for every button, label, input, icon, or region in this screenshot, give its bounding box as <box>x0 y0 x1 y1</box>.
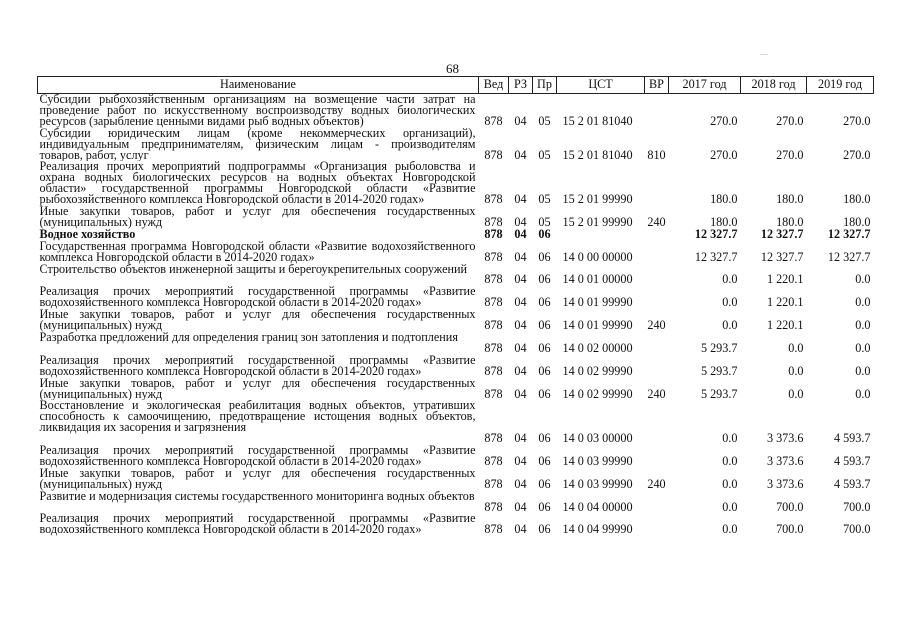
row-2017: 180.0 <box>710 214 738 229</box>
row-2019: 0.0 <box>855 363 871 378</box>
row-vr <box>645 400 669 445</box>
row-name: Строительство объектов инженерной защиты и берегоукрепительных сооружений <box>39 263 468 276</box>
row-name: Иные закупки товаров, работ и услуг для обеспечения государственных (муниципальных) нужд <box>39 206 476 229</box>
header-name: Наименование <box>38 77 479 94</box>
row-vr <box>645 491 669 514</box>
row-rz: 04 <box>514 476 527 491</box>
table-row <box>38 241 874 264</box>
row-pr: 05 <box>538 147 551 162</box>
row-2018: 3 373.6 <box>766 453 804 468</box>
row-rz: 04 <box>514 147 527 162</box>
row-pr: 06 <box>538 340 551 355</box>
header-2019: 2019 год <box>807 77 874 94</box>
row-2018: 1 220.1 <box>766 295 804 310</box>
row-vr <box>645 241 669 264</box>
row-name: Реализация прочих мероприятий государственной программы «Развитие водохозяйственного комплекса Новгородской области в 2014-2020 годах» <box>39 286 476 310</box>
row-2019: 270.0 <box>843 113 871 128</box>
row-cst: 14 0 03 00000 <box>562 431 633 446</box>
row-vr <box>645 513 669 536</box>
row-2019: 12 327.7 <box>827 249 871 264</box>
row-pr: 06 <box>538 431 551 446</box>
table-row <box>38 161 874 206</box>
row-rz: 04 <box>514 499 527 514</box>
row-cst: 14 0 01 99990 <box>562 318 633 333</box>
row-pr: 05 <box>538 113 551 128</box>
row-name: Восстановление и экологическая реабилитация водных объектов, утративших способность к самоочищению, предотвращение истощения водных объектов, ликвидация их засорения и загрязнения <box>39 400 476 435</box>
row-pr: 06 <box>538 318 551 333</box>
row-vr: 810 <box>647 147 666 162</box>
row-2018: 12 327.7 <box>760 249 804 264</box>
row-ved: 878 <box>484 363 503 378</box>
row-2019: 700.0 <box>843 499 871 514</box>
row-pr: 06 <box>538 476 551 491</box>
row-2019: 180.0 <box>843 214 871 229</box>
row-2017: 180.0 <box>710 192 738 207</box>
row-rz: 04 <box>514 295 527 310</box>
row-2017: 0.0 <box>722 295 738 310</box>
row-2018: 270.0 <box>776 147 804 162</box>
row-rz: 04 <box>514 228 527 241</box>
row-pr: 06 <box>538 386 551 401</box>
row-rz: 04 <box>514 214 527 229</box>
row-2017: 270.0 <box>710 147 738 162</box>
row-cst: 14 0 03 99990 <box>562 453 633 468</box>
row-ved: 878 <box>484 214 503 229</box>
row-vr: 240 <box>647 214 666 229</box>
row-2018: 3 373.6 <box>766 431 804 446</box>
row-2017: 0.0 <box>722 476 738 491</box>
row-vr <box>645 94 669 128</box>
row-cst: 14 0 04 00000 <box>562 499 633 514</box>
header-rz: РЗ <box>509 77 533 94</box>
row-2017: 270.0 <box>710 113 738 128</box>
table-row <box>38 309 874 332</box>
row-vr: 240 <box>647 318 666 333</box>
row-2018: 180.0 <box>776 214 804 229</box>
row-2019: 0.0 <box>855 386 871 401</box>
row-ved: 878 <box>484 522 503 537</box>
row-2017: 0.0 <box>722 499 738 514</box>
row-ved: 878 <box>484 499 503 514</box>
row-ved: 878 <box>484 476 503 491</box>
row-rz: 04 <box>514 340 527 355</box>
row-2018: 0.0 <box>788 386 804 401</box>
table-row <box>38 94 874 128</box>
row-name: Реализация прочих мероприятий государственной программы «Развитие водохозяйственного комплекса Новгородской области в 2014-2020 годах» <box>39 513 476 537</box>
row-2017: 0.0 <box>722 318 738 333</box>
row-cst: 14 0 02 99990 <box>562 386 633 401</box>
table-row <box>38 332 874 355</box>
row-2017: 5 293.7 <box>700 363 738 378</box>
row-rz: 04 <box>514 453 527 468</box>
header-row <box>38 77 874 94</box>
row-rz: 04 <box>514 192 527 207</box>
row-2019: 0.0 <box>855 340 871 355</box>
row-2018: 0.0 <box>788 363 804 378</box>
row-2019: 4 593.7 <box>833 453 871 468</box>
row-name: Иные закупки товаров, работ и услуг для обеспечения государственных (муниципальных) нужд <box>39 467 476 491</box>
row-name: Водное хозяйство <box>39 228 136 241</box>
row-cst: 15 2 01 81040 <box>562 147 633 162</box>
row-2018: 12 327.7 <box>760 228 804 241</box>
row-rz: 04 <box>514 249 527 264</box>
row-2018: 700.0 <box>776 499 804 514</box>
row-2019: 0.0 <box>855 318 871 333</box>
row-2018: 1 220.1 <box>766 318 804 333</box>
corner-mark: — <box>760 49 768 58</box>
row-cst: 14 0 03 99990 <box>562 476 633 491</box>
row-vr <box>645 264 669 287</box>
row-2018: 700.0 <box>776 522 804 537</box>
row-pr: 06 <box>538 249 551 264</box>
table-row <box>38 378 874 401</box>
table-row <box>38 491 874 514</box>
table-row <box>38 264 874 287</box>
row-ved: 878 <box>484 113 503 128</box>
budget-table <box>37 76 874 536</box>
row-rz: 04 <box>514 113 527 128</box>
row-2019: 0.0 <box>855 295 871 310</box>
row-pr: 06 <box>538 295 551 310</box>
row-rz: 04 <box>514 363 527 378</box>
row-rz: 04 <box>514 522 527 537</box>
header-pr: Пр <box>533 77 557 94</box>
row-2017: 5 293.7 <box>700 386 738 401</box>
row-cst: 14 0 00 00000 <box>562 249 633 264</box>
row-ved: 878 <box>484 249 503 264</box>
row-2019: 700.0 <box>843 522 871 537</box>
page-number: 68 <box>446 61 459 76</box>
row-2017: 12 327.7 <box>694 228 738 241</box>
table-row <box>38 468 874 491</box>
row-2018: 0.0 <box>788 340 804 355</box>
row-cst: 15 2 01 99990 <box>562 214 633 229</box>
row-pr: 06 <box>538 453 551 468</box>
row-ved: 878 <box>484 431 503 446</box>
table-row <box>38 128 874 162</box>
table-row <box>38 445 874 468</box>
row-name: Реализация прочих мероприятий государственной программы «Развитие водохозяйственного комплекса Новгородской области в 2014-2020 годах» <box>39 354 476 378</box>
row-cst: 14 0 01 00000 <box>562 272 633 287</box>
row-rz: 04 <box>514 386 527 401</box>
row-2017: 0.0 <box>722 453 738 468</box>
row-name: Иные закупки товаров, работ и услуг для обеспечения государственных (муниципальных) нужд <box>39 377 476 401</box>
row-name: Субсидии юридическим лицам (кроме некоммерческих организаций), индивидуальным предпринимателям, физическим лицам - производителям товаров, работ, услуг <box>39 127 476 162</box>
row-ved: 878 <box>484 228 503 241</box>
row-ved: 878 <box>484 192 503 207</box>
table-body <box>38 94 874 537</box>
row-pr: 05 <box>538 214 551 229</box>
row-name: Реализация прочих мероприятий подпрограммы «Организация рыболовства и охрана водных биологических ресурсов на водных объектах Новгородской области» государственной программы Новгородской области «Развитие рыбохозяйственного комплекса Новгородской области в 2014-2020 годах» <box>39 161 476 207</box>
row-pr: 06 <box>538 228 551 241</box>
row-vr <box>645 355 669 378</box>
row-rz: 04 <box>514 318 527 333</box>
row-2019: 180.0 <box>843 192 871 207</box>
row-rz: 04 <box>514 272 527 287</box>
row-ved: 878 <box>484 453 503 468</box>
row-cst: 15 2 01 99990 <box>562 192 633 207</box>
row-2017: 0.0 <box>722 272 738 287</box>
row-name: Субсидии рыбохозяйственным организациям на возмещение части затрат на проведение работ по искусственному воспроизводству водных биологических ресурсов (зарыбление ценными видами рыб водных объектов) <box>39 93 476 128</box>
row-vr <box>645 445 669 468</box>
row-2019: 12 327.7 <box>827 228 871 241</box>
row-ved: 878 <box>484 147 503 162</box>
row-2018: 3 373.6 <box>766 476 804 491</box>
table-row <box>38 229 874 241</box>
row-ved: 878 <box>484 272 503 287</box>
row-2019: 270.0 <box>843 147 871 162</box>
row-ved: 878 <box>484 386 503 401</box>
row-cst: 14 0 02 00000 <box>562 340 633 355</box>
row-2017: 0.0 <box>722 431 738 446</box>
header-2018: 2018 год <box>741 77 807 94</box>
row-name: Разработка предложений для определения границ зон затопления и подтопления <box>39 332 458 345</box>
row-2018: 180.0 <box>776 192 804 207</box>
table-row <box>38 513 874 536</box>
row-name: Реализация прочих мероприятий государственной программы «Развитие водохозяйственного комплекса Новгородской области в 2014-2020 годах» <box>39 445 476 468</box>
row-2018: 1 220.1 <box>766 272 804 287</box>
table-row <box>38 400 874 445</box>
row-vr <box>645 332 669 355</box>
row-2017: 12 327.7 <box>694 249 738 264</box>
row-2019: 4 593.7 <box>833 431 871 446</box>
row-name: Государственная программа Новгородской области «Развитие водохозяйственного комплекса Новгородской области в 2014-2020 годах» <box>39 240 476 264</box>
row-cst: 14 0 04 99990 <box>562 522 633 537</box>
row-vr <box>645 286 669 309</box>
table-row <box>38 206 874 229</box>
row-pr: 06 <box>538 272 551 287</box>
row-2019: 0.0 <box>855 272 871 287</box>
table-row <box>38 286 874 309</box>
row-name: Иные закупки товаров, работ и услуг для обеспечения государственных (муниципальных) нужд <box>39 309 476 333</box>
row-2017: 0.0 <box>722 522 738 537</box>
row-ved: 878 <box>484 295 503 310</box>
row-cst <box>557 229 645 241</box>
row-vr: 240 <box>647 476 666 491</box>
row-ved: 878 <box>484 318 503 333</box>
row-vr <box>645 229 669 241</box>
row-rz: 04 <box>514 431 527 446</box>
row-2019: 4 593.7 <box>833 476 871 491</box>
header-cst: ЦСТ <box>557 77 645 94</box>
row-pr: 05 <box>538 192 551 207</box>
row-pr: 06 <box>538 522 551 537</box>
row-cst: 14 0 02 99990 <box>562 363 633 378</box>
row-vr <box>645 161 669 206</box>
header-2017: 2017 год <box>669 77 741 94</box>
row-vr: 240 <box>647 386 666 401</box>
row-2018: 270.0 <box>776 113 804 128</box>
table-row <box>38 355 874 378</box>
row-cst: 14 0 01 99990 <box>562 295 633 310</box>
row-name: Развитие и модернизация системы государственного мониторинга водных объектов <box>39 490 475 503</box>
row-pr: 06 <box>538 363 551 378</box>
header-ved: Вед <box>479 77 509 94</box>
row-cst: 15 2 01 81040 <box>562 113 633 128</box>
row-ved: 878 <box>484 340 503 355</box>
row-pr: 06 <box>538 499 551 514</box>
row-2017: 5 293.7 <box>700 340 738 355</box>
header-vr: ВР <box>645 77 669 94</box>
